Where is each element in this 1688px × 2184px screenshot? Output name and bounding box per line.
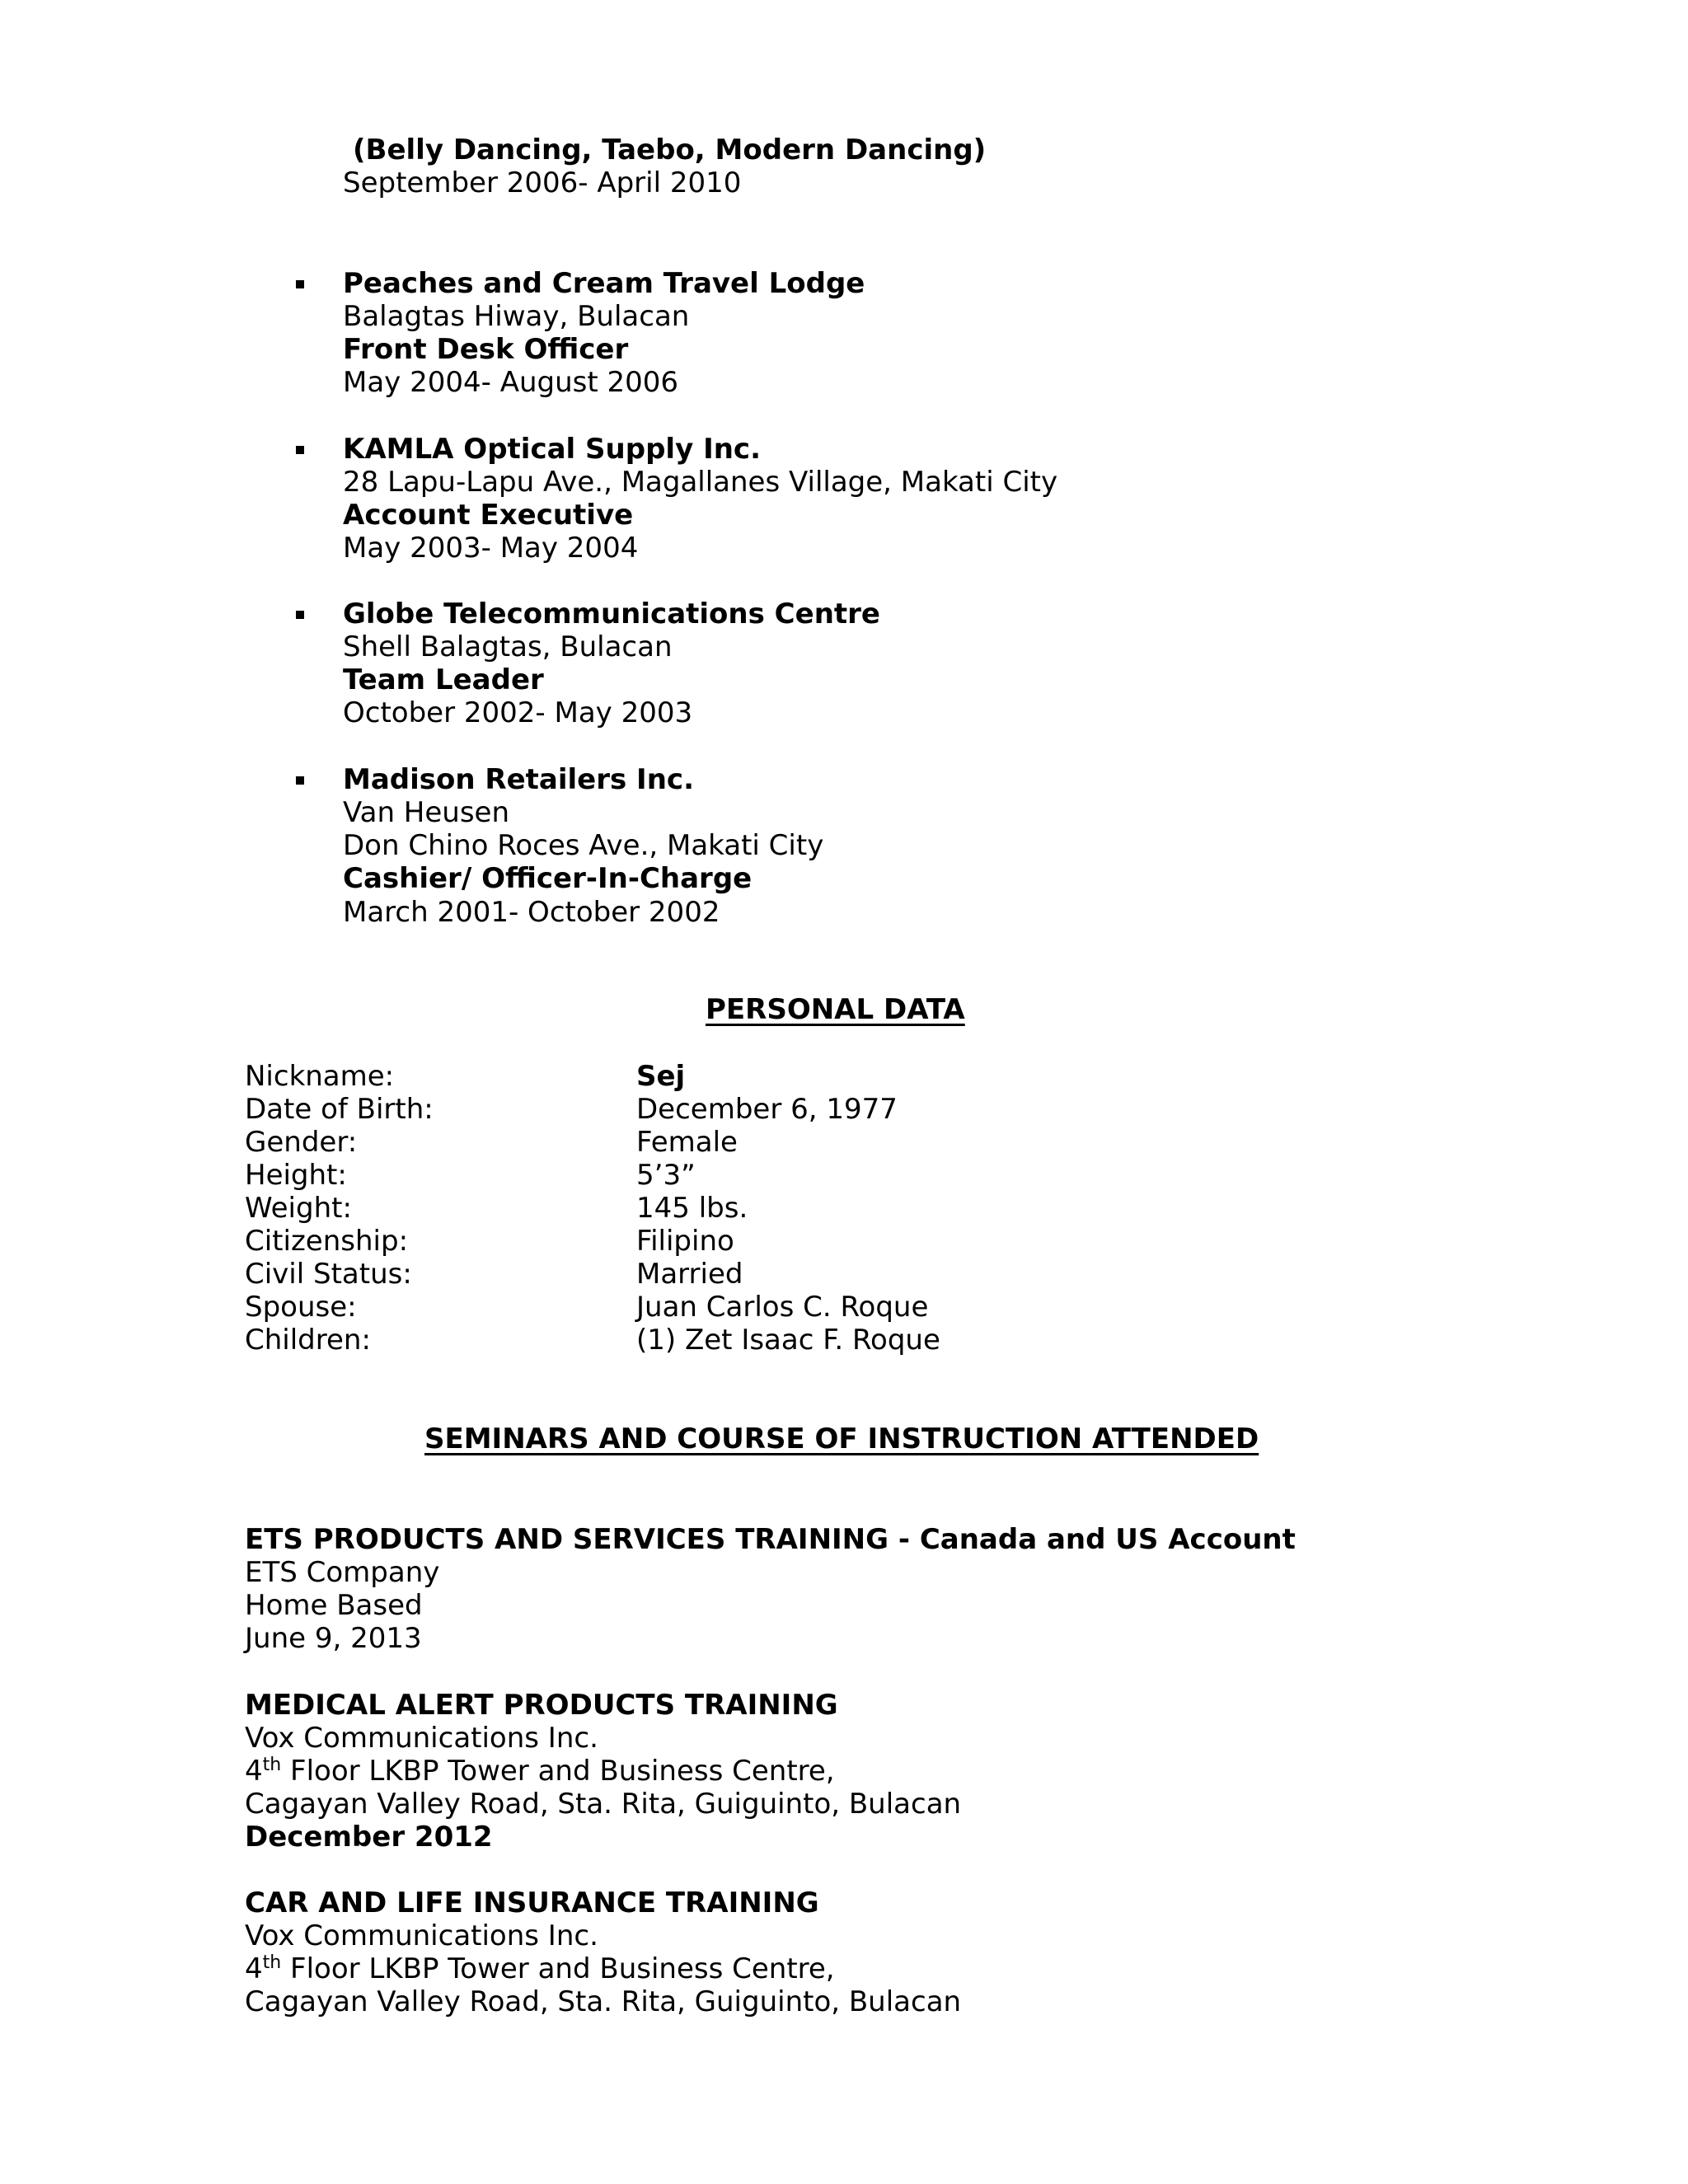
floor-suffix: th bbox=[262, 1952, 282, 1973]
employment-dates: May 2004- August 2006 bbox=[343, 366, 679, 399]
employment-dates: October 2002- May 2003 bbox=[343, 696, 693, 729]
bullet-icon bbox=[296, 611, 304, 619]
employer-name: Globe Telecommunications Centre bbox=[343, 598, 880, 630]
floor-number: 4 bbox=[245, 1952, 263, 1985]
seminar-org: ETS Company bbox=[245, 1556, 440, 1589]
seminar-date: June 9, 2013 bbox=[245, 1622, 422, 1655]
employer-address: Van Heusen bbox=[343, 796, 510, 829]
personal-value: Married bbox=[636, 1258, 743, 1291]
personal-value: Filipino bbox=[636, 1225, 734, 1258]
seminar-address: Cagayan Valley Road, Sta. Rita, Guiguinto, Bulacan bbox=[245, 1788, 962, 1821]
employment-position: Front Desk Officer bbox=[343, 333, 629, 366]
personal-label: Height: bbox=[245, 1159, 347, 1192]
employer-address: Shell Balagtas, Bulacan bbox=[343, 630, 673, 663]
bullet-icon bbox=[296, 280, 304, 288]
seminar-org: Vox Communications Inc. bbox=[245, 1722, 598, 1755]
seminar-title: MEDICAL ALERT PRODUCTS TRAINING bbox=[245, 1689, 838, 1722]
seminar-location: Home Based bbox=[245, 1589, 423, 1622]
employer-name: Madison Retailers Inc. bbox=[343, 763, 694, 796]
employer-address: 28 Lapu-Lapu Ave., Magallanes Village, Makati City bbox=[343, 466, 1058, 499]
personal-label: Children: bbox=[245, 1324, 371, 1357]
personal-value: Sej bbox=[636, 1060, 686, 1093]
employer-name: Peaches and Cream Travel Lodge bbox=[343, 267, 865, 300]
personal-value: Female bbox=[636, 1126, 738, 1159]
seminar-date: December 2012 bbox=[245, 1821, 493, 1854]
seminar-org: Vox Communications Inc. bbox=[245, 1919, 598, 1952]
activity-detail: (Belly Dancing, Taebo, Modern Dancing) bbox=[353, 134, 987, 166]
employment-position: Account Executive bbox=[343, 499, 634, 532]
personal-value: 5’3” bbox=[636, 1159, 696, 1192]
section-heading-seminars: SEMINARS AND COURSE OF INSTRUCTION ATTENDED bbox=[424, 1422, 1259, 1455]
seminar-floor bbox=[245, 1755, 835, 1788]
employment-dates: May 2003- May 2004 bbox=[343, 532, 639, 565]
seminar-floor bbox=[245, 1952, 835, 1986]
personal-label: Spouse: bbox=[245, 1291, 357, 1324]
floor-text: Floor LKBP Tower and Business Centre, bbox=[281, 1755, 835, 1788]
employment-position: Team Leader bbox=[343, 663, 544, 696]
employer-address: Don Chino Roces Ave., Makati City bbox=[343, 829, 824, 862]
floor-suffix: th bbox=[262, 1755, 282, 1775]
bullet-icon bbox=[296, 776, 304, 785]
personal-value: (1) Zet Isaac F. Roque bbox=[636, 1324, 940, 1357]
employment-dates: March 2001- October 2002 bbox=[343, 896, 720, 929]
seminar-address: Cagayan Valley Road, Sta. Rita, Guiguinto, Bulacan bbox=[245, 1985, 962, 2018]
personal-label: Citizenship: bbox=[245, 1225, 409, 1258]
personal-value: 145 lbs. bbox=[636, 1192, 748, 1225]
employment-position: Cashier/ Officer-In-Charge bbox=[343, 862, 753, 895]
personal-label: Date of Birth: bbox=[245, 1093, 434, 1126]
floor-number: 4 bbox=[245, 1755, 263, 1788]
employer-name: KAMLA Optical Supply Inc. bbox=[343, 433, 761, 466]
personal-label: Weight: bbox=[245, 1192, 352, 1225]
personal-label: Civil Status: bbox=[245, 1258, 412, 1291]
floor-text: Floor LKBP Tower and Business Centre, bbox=[281, 1952, 835, 1985]
personal-value: Juan Carlos C. Roque bbox=[636, 1291, 929, 1324]
seminar-title: ETS PRODUCTS AND SERVICES TRAINING - Canada and US Account bbox=[245, 1523, 1296, 1556]
activity-dates: September 2006- April 2010 bbox=[343, 166, 742, 199]
bullet-icon bbox=[296, 446, 304, 454]
section-heading-personal-data: PERSONAL DATA bbox=[706, 993, 965, 1026]
personal-label: Nickname: bbox=[245, 1060, 395, 1093]
personal-label: Gender: bbox=[245, 1126, 358, 1159]
seminar-title: CAR AND LIFE INSURANCE TRAINING bbox=[245, 1886, 819, 1919]
personal-value: December 6, 1977 bbox=[636, 1093, 898, 1126]
employer-address: Balagtas Hiway, Bulacan bbox=[343, 300, 690, 333]
